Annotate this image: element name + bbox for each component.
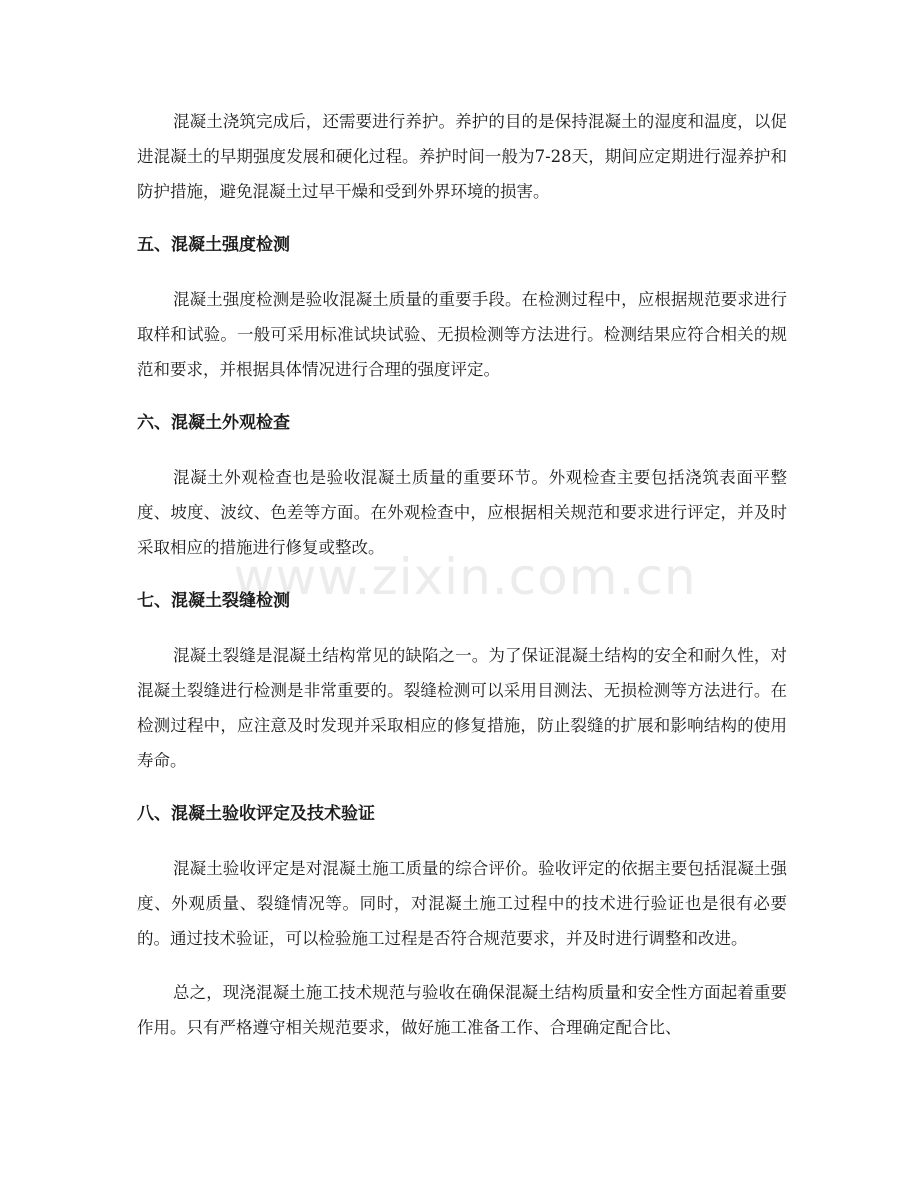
heading-strength-testing: 五、混凝土强度检测: [137, 235, 290, 255]
document-body: [137, 104, 787, 1045]
paragraph-summary: 总之，现浇混凝土施工技术规范与验收在确保混凝土结构质量和安全性方面起着重要作用。只有严格遵守相关规范要求，做好施工准备工作、合理确定配合比、: [137, 983, 787, 1037]
paragraph-curing: 混凝土浇筑完成后，还需要进行养护。养护的目的是保持混凝土的湿度和温度，以促进混凝土的早期强度发展和硬化过程。养护时间一般为7-28天，期间应定期进行湿养护和防护措施，避免混凝土过早干燥和受到外界环境的损害。: [137, 112, 787, 201]
paragraph-crack-detection: 混凝土裂缝是混凝土结构常见的缺陷之一。为了保证混凝土结构的安全和耐久性，对混凝土裂缝进行检测是非常重要的。裂缝检测可以采用目测法、无损检测等方法进行。在检测过程中，应注意及时发现并采取相应的修复措施，防止裂缝的扩展和影响结构的使用寿命。: [137, 646, 787, 770]
watermark: www.zixin.com.cn: [233, 548, 697, 606]
heading-appearance-inspection: 六、混凝土外观检查: [137, 413, 290, 433]
paragraph-appearance-inspection: 混凝土外观检查也是验收混凝土质量的重要环节。外观检查主要包括浇筑表面平整度、坡度、波纹、色差等方面。在外观检查中，应根据相关规范和要求进行评定，并及时采取相应的措施进行修复或整改。: [137, 468, 787, 557]
paragraph-acceptance-evaluation: 混凝土验收评定是对混凝土施工质量的综合评价。验收评定的依据主要包括混凝土强度、外观质量、裂缝情况等。同时，对混凝土施工过程中的技术进行验证也是很有必要的。通过技术验证，可以检验施工过程是否符合规范要求，并及时进行调整和改进。: [137, 859, 787, 948]
heading-acceptance-evaluation: 八、混凝土验收评定及技术验证: [137, 804, 375, 824]
heading-crack-detection: 七、混凝土裂缝检测: [137, 591, 290, 611]
paragraph-strength-testing: 混凝土强度检测是验收混凝土质量的重要手段。在检测过程中，应根据规范要求进行取样和试验。一般可采用标准试块试验、无损检测等方法进行。检测结果应符合相关的规范和要求，并根据具体情况进行合理的强度评定。: [137, 290, 787, 379]
